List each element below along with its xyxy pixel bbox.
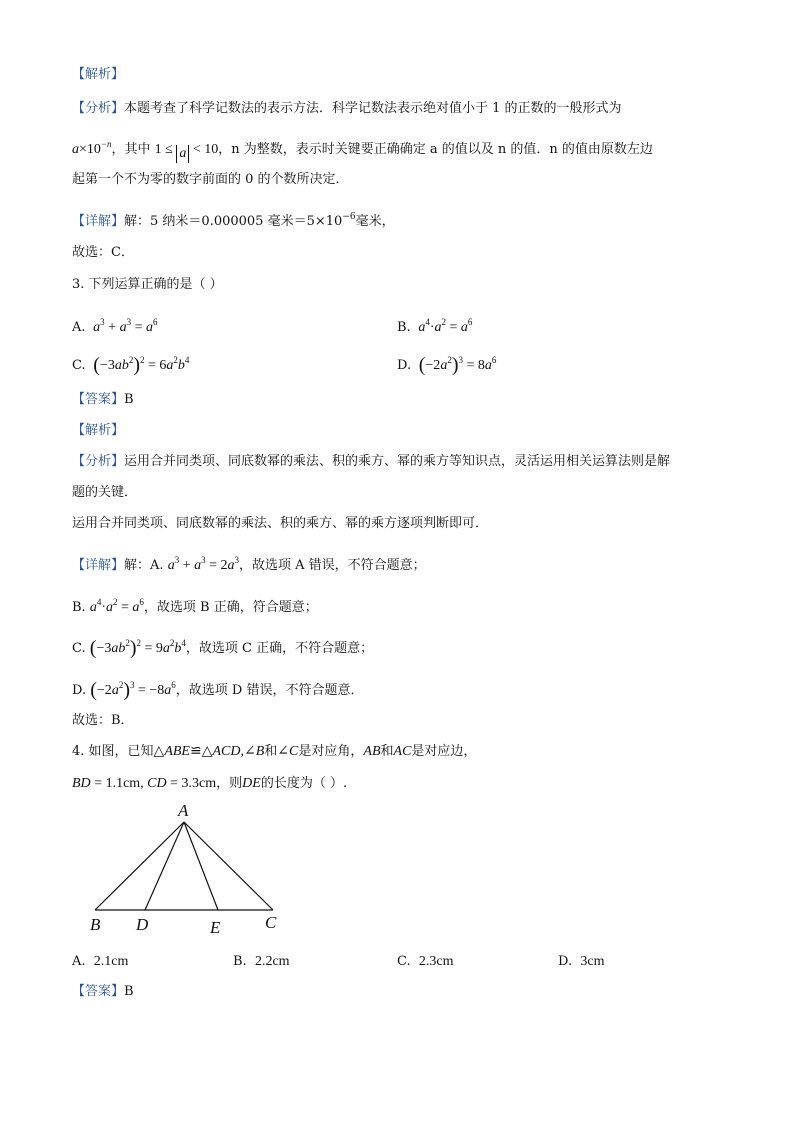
given-lengths: BD = 1.1cm, CD = 3.3cm	[72, 776, 217, 791]
label-d: D	[136, 915, 149, 934]
q3-stem: 3. 下列运算正确的是（ ）	[72, 277, 223, 292]
answer-tag: 【答案】	[72, 392, 125, 407]
segment-ae	[184, 822, 218, 910]
q4-stem-mid1: 和	[264, 744, 278, 759]
q3-option-d	[397, 350, 496, 376]
q4-option-d-value: 3cm	[580, 954, 605, 969]
q4-option-a-value: 2.1cm	[93, 954, 129, 969]
q4-stem-mid2: 是对应角，	[298, 744, 364, 759]
segment-ad	[145, 822, 184, 910]
q2-fenxi-tail: ，n 为整数，表示时关键要正确确定 a 的值以及 n 的值．n 的值由原数左边	[218, 142, 653, 157]
q3-detail-a-tail: ，故选项 A 错误，不符合题意；	[239, 558, 426, 573]
label-b: B	[90, 915, 101, 934]
q3-detail-c-tail: ，故选项 C 正确，不符合题意；	[185, 641, 374, 656]
q3-detail-b	[72, 593, 318, 617]
q4-option-b-value: 2.2cm	[254, 954, 290, 969]
q3-detail-d-expr: $(-2a^2)^3 = -8a^6$	[90, 679, 176, 701]
analysis-tag: 【解析】	[72, 67, 125, 82]
q4-option-b-letter: B.	[233, 954, 247, 969]
q3-detail-d-tail: ，故选项 D 错误，不符合题意．	[175, 683, 364, 698]
q3-detail-a-expr: $a^3 + a^3 = 2a^3$	[167, 555, 239, 573]
q3-detail-a	[72, 551, 426, 575]
q4-line2-mid: ，则	[216, 776, 243, 791]
q2-fenxi-mid: ，其中	[111, 142, 151, 157]
q4-stem-line2	[72, 775, 347, 793]
segment-de: DE	[242, 776, 261, 791]
q3-detail-d-prefix: D.	[72, 683, 87, 698]
fenxi-tag: 【分析】	[72, 101, 125, 116]
q2-choose: 故选：C．	[72, 245, 134, 260]
segment-ac	[184, 822, 273, 910]
q3-choose: 故选：B．	[72, 713, 134, 728]
label-e: E	[210, 918, 221, 937]
q4-answer-value: B	[124, 984, 134, 999]
q3-option-a-expr: $a^3 + a^3 = a^6$	[89, 317, 158, 335]
q3-analysis-tag: 【解析】	[72, 423, 125, 438]
q3-detail-c	[72, 634, 373, 658]
q3-option-a	[72, 312, 157, 338]
q2-detail-tail: 毫米，	[355, 214, 395, 229]
segment-ab	[95, 822, 184, 910]
q3-fenxi-text1: 运用合并同类项、同底数幂的乘法、积的乘方、幂的乘方等知识点，灵活运用相关运算法则是解	[124, 454, 671, 469]
q4-option-d-letter: D.	[558, 954, 573, 969]
q2-detail-exp: −6	[342, 212, 356, 222]
q3-fenxi-tag: 【分析】	[72, 454, 125, 469]
q3-option-c-letter: C.	[72, 358, 86, 373]
q3-detail-prefix: 解：A.	[124, 558, 164, 573]
q3-option-c-expr: $(-3ab^2)^2 = 6a^2b^4$	[93, 354, 190, 376]
q4-option-c-letter: C.	[397, 954, 411, 969]
q3-detail-b-tail: ，故选项 B 正确，符合题意；	[143, 600, 318, 615]
q4-option-c	[397, 952, 454, 972]
q3-option-a-letter: A.	[72, 320, 86, 335]
detail-tag: 【详解】	[72, 214, 125, 229]
side-ab: AB	[363, 744, 381, 759]
q3-option-b-letter: B.	[397, 320, 411, 335]
q3-detail-b-prefix: B.	[72, 600, 86, 615]
q3-detail-d	[72, 676, 363, 700]
q3-option-c	[72, 350, 189, 376]
angle-c: ∠C	[277, 744, 299, 759]
q3-option-d-letter: D.	[397, 358, 412, 373]
q3-fenxi-line2: 题的关键．	[72, 485, 138, 500]
q4-option-a-letter: A.	[72, 954, 86, 969]
q3-detail-tag: 【详解】	[72, 558, 125, 573]
q3-detail-c-prefix: C.	[72, 641, 86, 656]
q2-fenxi-line1	[72, 100, 622, 118]
q4-option-a	[72, 952, 128, 972]
sci-notation-form: $a\times 10^{-n}$	[72, 139, 112, 157]
q3-option-b	[397, 312, 472, 338]
q4-option-d	[558, 952, 604, 972]
q4-answer	[72, 983, 134, 1001]
q3-fenxi-line3: 运用合并同类项、同底数幂的乘法、积的乘方、幂的乘方逐项判断即可．	[72, 516, 489, 531]
q3-answer	[72, 391, 134, 409]
q3-fenxi-line1	[72, 453, 670, 471]
q2-fenxi-line2	[72, 135, 653, 163]
q2-detail-text: 解：5 纳米＝0.000005 毫米＝5×10	[124, 214, 343, 229]
q4-line2-tail: 的长度为（ ）.	[260, 776, 348, 791]
q3-option-b-expr: $a^4\cdot a^2 = a^6$	[414, 317, 473, 335]
q2-detail	[72, 208, 395, 231]
q3-option-d-expr: $(-2a^2)^3 = 8a^6$	[418, 354, 497, 376]
label-c: C	[265, 913, 277, 932]
q2-fenxi-line3: 起第一个不为零的数字前面的 0 的个数所决定．	[72, 172, 349, 187]
q2-fenxi-text1: 本题考查了科学记数法的表示方法．科学记数法表示绝对值小于 1 的正数的一般形式为	[124, 101, 622, 116]
congruence-expr: △ABE≌△ACD,∠B	[153, 744, 265, 759]
q4-stem-line1	[72, 743, 476, 761]
side-ac: AC	[393, 744, 412, 759]
q4-option-b	[233, 952, 290, 972]
q4-stem-mid4: 是对应边，	[411, 744, 477, 759]
q3-answer-value: B	[124, 392, 134, 407]
q4-option-c-value: 2.3cm	[418, 954, 454, 969]
q3-detail-b-expr: $a^4\cdot a^2 = a^6$	[89, 597, 144, 615]
q4-stem-prefix: 4. 如图，已知	[72, 744, 154, 759]
triangle-figure	[84, 800, 304, 940]
range-condition: 1 ≤ a < 10	[154, 142, 219, 161]
q4-stem-mid3: 和	[380, 744, 394, 759]
q4-answer-tag: 【答案】	[72, 984, 125, 999]
q3-detail-c-expr: $(-3ab^2)^2 = 9a^2b^4$	[89, 637, 186, 659]
label-a: A	[178, 801, 189, 820]
